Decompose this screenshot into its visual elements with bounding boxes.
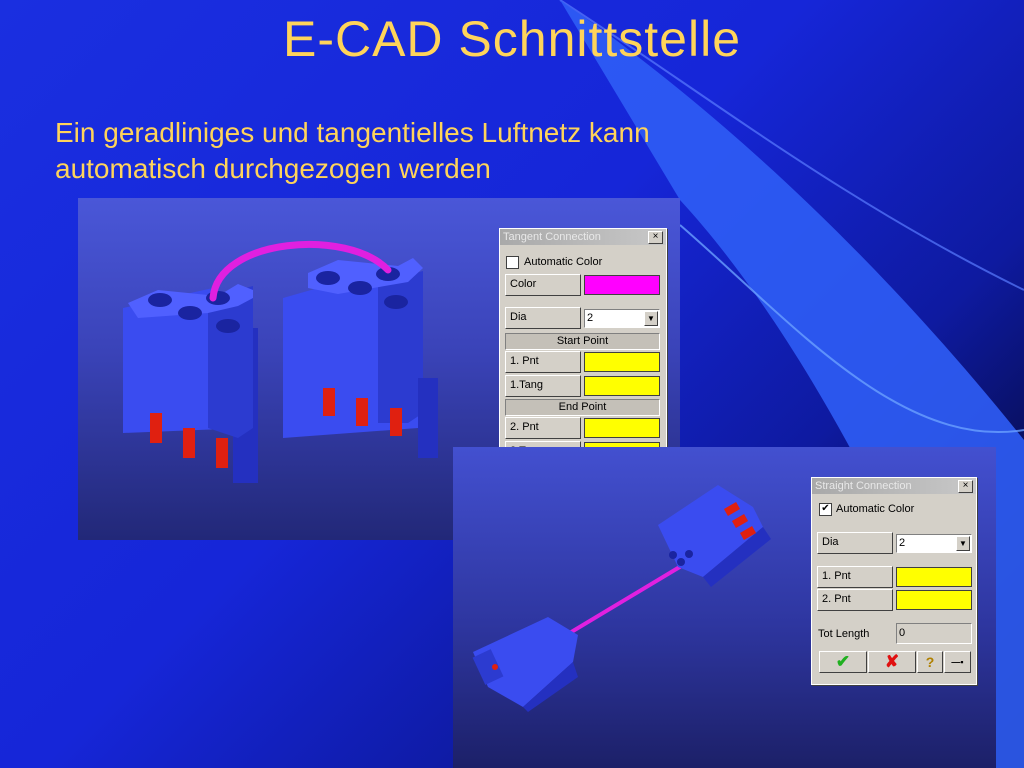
automatic-color-label: Automatic Color (524, 256, 603, 268)
left-connector (123, 284, 258, 483)
pnt1-button-label: 1. Pnt (822, 570, 851, 582)
dia-select[interactable] (584, 309, 660, 328)
slide-subtitle (55, 115, 815, 187)
action-buttons (819, 651, 971, 673)
pnt1-button[interactable] (817, 566, 893, 588)
dia-select-value: 2 (899, 537, 906, 549)
subtitle-line-1: Ein geradliniges und tangentielles Luftnetz kann (55, 117, 650, 148)
pnt1-field[interactable] (584, 352, 660, 372)
tangent-dialog-title: Tangent Connection (503, 231, 601, 243)
pnt2-button[interactable] (817, 589, 893, 611)
dia-select-value: 2 (587, 312, 594, 324)
straight-connection-dialog (811, 477, 977, 685)
ok-button[interactable] (819, 651, 867, 673)
tot-length-label: Tot Length (818, 628, 870, 640)
pin-button[interactable] (944, 651, 971, 673)
tangent-dialog-titlebar (500, 229, 666, 245)
straight-connection-screenshot (453, 447, 996, 768)
straight-tube (563, 565, 683, 637)
start-point-header: Start Point (505, 333, 660, 350)
tang1-button-label: 1.Tang (510, 379, 544, 391)
dia-label-text: Dia (822, 536, 839, 548)
right-connector (283, 258, 438, 458)
straight-dialog-titlebar (812, 478, 976, 494)
pnt2-field[interactable] (896, 590, 972, 610)
pnt2-button[interactable] (505, 417, 581, 439)
tang1-button[interactable] (505, 375, 581, 397)
straight-dialog-title: Straight Connection (815, 480, 912, 492)
subtitle-line-2: automatisch durchgezogen werden (55, 153, 491, 184)
slide-title: E-CAD Schnittstelle (282, 11, 742, 67)
help-button[interactable] (917, 651, 943, 673)
lower-connector (473, 617, 578, 712)
dia-label (817, 532, 893, 554)
cancel-button[interactable] (868, 651, 916, 673)
pnt1-field[interactable] (896, 567, 972, 587)
pnt1-button-label: 1. Pnt (510, 355, 539, 367)
color-swatch[interactable] (584, 275, 660, 295)
color-button[interactable] (505, 274, 581, 296)
dia-select[interactable] (896, 534, 972, 553)
ok-icon: ✔ (835, 652, 851, 671)
end-point-header: End Point (505, 399, 660, 416)
help-icon: ? (925, 654, 935, 670)
cancel-icon: ✘ (884, 652, 900, 671)
automatic-color-checkbox[interactable] (819, 503, 832, 516)
automatic-color-checkbox[interactable] (506, 256, 519, 269)
pin-icon: —▪ (951, 657, 964, 667)
close-icon[interactable]: × (958, 480, 973, 493)
dia-label (505, 307, 581, 329)
tot-length-field[interactable] (896, 623, 972, 644)
chevron-down-icon[interactable]: ▼ (644, 311, 658, 326)
pnt2-button-label: 2. Pnt (510, 421, 539, 433)
tang1-field[interactable] (584, 376, 660, 396)
chevron-down-icon[interactable]: ▼ (956, 536, 970, 551)
pnt2-button-label: 2. Pnt (822, 593, 851, 605)
automatic-color-label: Automatic Color (836, 503, 915, 515)
tot-length-value: 0 (899, 627, 906, 639)
pnt2-field[interactable] (584, 418, 660, 438)
color-button-label: Color (510, 278, 537, 290)
pnt1-button[interactable] (505, 351, 581, 373)
close-icon[interactable]: × (648, 231, 663, 244)
check-icon: ✔ (821, 503, 830, 514)
dia-label-text: Dia (510, 311, 527, 323)
